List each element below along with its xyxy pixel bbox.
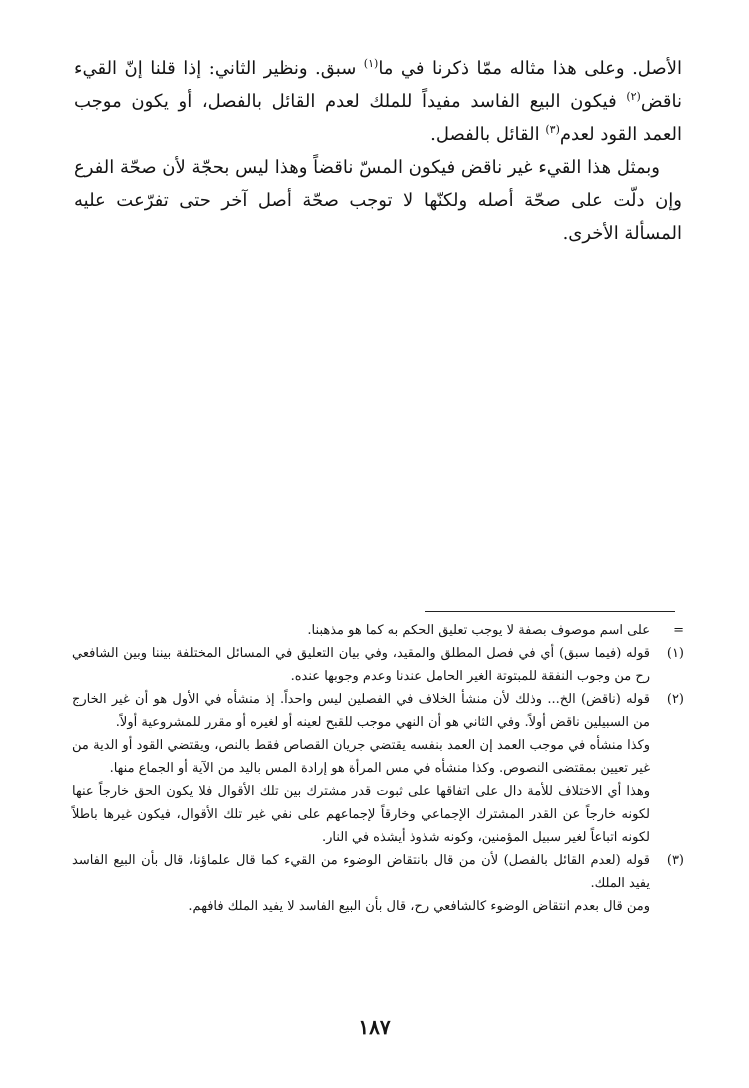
footnote-3	[72, 849, 684, 918]
main-paragraph-1: الأصل. وعلى هذا مثاله ممّا ذكرنا في ما$^{(١)}$ سبق. ونظير الثاني: إذا قلنا إنّ القيء ناقض$^{(٢)}$ فيكون البيع الفاسد مفيداً للملك لعدم القائل بالفصل، أو يكون موجب العمد القود لعدم$^{(٣)}$ القائل بالفصل.	[74, 57, 682, 145]
footnotes	[72, 619, 684, 918]
footnote-1	[72, 642, 684, 688]
continuation-marker: =	[673, 623, 684, 638]
footnote-text-2-cont-1: وكذا منشأه في موجب العمد إن العمد بنفسه يقتضي جريان القصاص فقط بالنص، ويقتضي القود أو الدية من غير تعيين بمقتضى النصوص. وكذا منشأه في مس المرأة هو إرادة المس باليد من الآية أو الجماع منها.	[72, 738, 650, 776]
footnote-continuation	[72, 619, 684, 642]
continuation-text: على اسم موصوف بصفة لا يوجب تعليق الحكم به كما هو مذهبنا.	[307, 623, 650, 638]
main-paragraph-2: وبمثل هذا القيء غير ناقض فيكون المسّ ناقضاً وهذا ليس بحجّة لأن صحّة الفرع وإن دلّت على صحّة أصله ولكنّها لا توجب صحّة أصل آخر حتى تفرّعت عليه المسألة الأخرى.	[74, 157, 682, 244]
footnote-2	[72, 688, 684, 849]
footnote-number-2: (٢)	[666, 692, 684, 707]
main-text	[74, 52, 682, 250]
page-number: ١٨٧	[358, 1015, 391, 1039]
footnote-number-1: (١)	[666, 646, 684, 661]
footnote-text-3-cont-1: ومن قال بعدم انتقاض الوضوء كالشافعي رح، قال بأن البيع الفاسد لا يفيد الملك فافهم.	[188, 899, 650, 914]
footnote-number-3: (٣)	[666, 853, 684, 868]
footnote-ref-1[interactable]: (١)	[363, 57, 379, 70]
footnote-separator	[425, 611, 675, 612]
footnote-text-2: قوله (ناقض) الخ... وذلك لأن منشأ الخلاف في الفصلين ليس واحداً. إذ منشأه في الأول هو أن غير الخارج من السبيلين ناقض أولاً. وفي الثاني هو أن النهي موجب للقبح لعينه أو لغيره أو مقرر للمشروعية أولاً.	[72, 692, 650, 730]
footnote-ref-2[interactable]: (٢)	[626, 90, 641, 103]
footnote-text-3: قوله (لعدم القائل بالفصل) لأن من قال بانتقاض الوضوء من القيء كما قال علماؤنا، قال بأن البيع الفاسد يفيد الملك.	[72, 853, 650, 891]
footnote-text-2-cont-2: وهذا أي الاختلاف للأمة دال على اتفاقها على ثبوت قدر مشترك بين تلك الأقوال فلا يكون الحق خارجاً عنها لكونه خارجاً عن القدر المشترك الإجماعي وخارقاً لإجماعهم على نفي غير تلك الأقوال، فيكون غيرها باطلاً لكونه اتباعاً لغير سبيل المؤمنين، وكونه شذوذ أيشذه في النار.	[72, 784, 650, 845]
footnote-ref-3[interactable]: (٣)	[545, 123, 560, 136]
footnote-text-1: قوله (فيما سبق) أي في فصل المطلق والمقيد، وفي بيان التعليق في المسائل المختلفة بيننا وبين الشافعي رح من وجوب النفقة للمبتوتة الغير الحامل عندنا وعدم وجوبها عنده.	[72, 646, 650, 684]
